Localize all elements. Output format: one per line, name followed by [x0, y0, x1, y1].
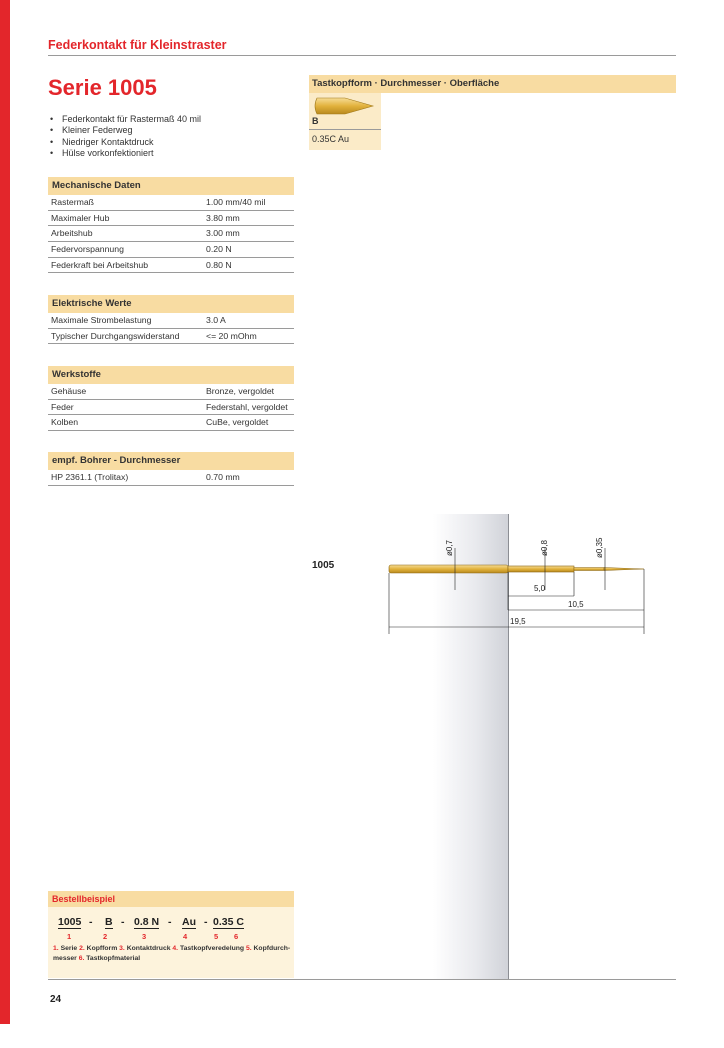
- row-value: CuBe, vergoldet: [206, 417, 269, 428]
- order-part-head: B: [105, 916, 113, 928]
- row-value: 3.0 A: [206, 315, 226, 325]
- legend-text: Kopfform: [86, 945, 118, 952]
- legend-text: Tastkopfveredelung: [179, 945, 245, 952]
- row-label: Federkraft bei Arbeitshub: [51, 259, 149, 270]
- order-separator: -: [89, 916, 93, 928]
- order-separator: -: [168, 916, 172, 928]
- row-value: 0.80 N: [206, 259, 232, 270]
- dim-l1: 5,0: [534, 584, 546, 593]
- order-number: 4: [183, 932, 188, 941]
- row-label: HP 2361.1 (Trolitax): [51, 472, 129, 482]
- legend-text: Kontaktdruck: [126, 945, 171, 952]
- legend-number: 2.: [79, 945, 85, 952]
- dim-d2: ø0,8: [540, 539, 549, 556]
- order-legend: [53, 944, 291, 964]
- feature-item: • Hülse vorkonfektioniert: [50, 148, 201, 159]
- row-value: 3.00 mm: [206, 228, 240, 239]
- row-value: <= 20 mOhm: [206, 330, 257, 341]
- probe-body: [389, 565, 644, 573]
- tip-shape-heading: Tastkopfform · Durchmesser · Oberfläche: [309, 75, 676, 93]
- row-label: Typischer Durchgangswiderstand: [51, 330, 180, 341]
- order-separator: -: [121, 916, 125, 928]
- order-example-box: [48, 891, 294, 978]
- order-example-heading: Bestellbeispiel: [48, 891, 294, 907]
- tip-shape-value: 0.35C Au: [312, 134, 350, 144]
- section-heading: Werkstoffe: [48, 366, 294, 384]
- order-part-plating: Au: [182, 916, 196, 928]
- table-row: [48, 211, 294, 227]
- order-number: 1: [67, 932, 72, 941]
- feature-item: • Federkontakt für Rastermaß 40 mil: [50, 114, 201, 125]
- legend-text: Serie: [60, 945, 78, 952]
- page-header-title: Federkontakt für Kleinstraster: [48, 38, 227, 52]
- order-number: 5: [214, 932, 219, 941]
- row-label: Arbeitshub: [51, 228, 93, 239]
- legend-number: 6.: [78, 955, 85, 962]
- legend-number: 5.: [245, 945, 252, 952]
- legend-number: 1.: [53, 945, 59, 952]
- header-divider: [48, 55, 676, 56]
- row-value: 3.80 mm: [206, 212, 240, 223]
- electrical-values-table: [48, 295, 294, 344]
- table-row: [48, 400, 294, 416]
- feature-list: [50, 114, 201, 159]
- row-value: 1.00 mm/40 mil: [206, 197, 266, 207]
- row-label: Federvorspannung: [51, 244, 124, 255]
- order-part-force: 0.8 N: [134, 916, 160, 928]
- tip-shape-label: B: [312, 116, 319, 126]
- table-row: [48, 329, 294, 345]
- section-heading: Elektrische Werte: [48, 295, 294, 313]
- legend-number: 4.: [172, 945, 179, 952]
- mechanical-data-table: [48, 177, 294, 273]
- page-number: 24: [50, 994, 62, 1005]
- row-label: Feder: [51, 401, 74, 412]
- dim-l3: 19,5: [510, 617, 526, 626]
- dim-d1: ø0,7: [445, 539, 454, 556]
- tip-shape-header-box: [309, 75, 676, 93]
- series-title: Serie 1005: [48, 75, 157, 100]
- drawing-label: 1005: [312, 560, 335, 571]
- section-heading: Mechanische Daten: [48, 177, 294, 195]
- legend-text: Tastkopfmaterial: [86, 955, 141, 962]
- row-value: Federstahl, vergoldet: [206, 401, 288, 412]
- table-row: [48, 415, 294, 431]
- tip-divider: [309, 129, 381, 130]
- row-label: Maximaler Hub: [51, 212, 110, 223]
- table-row: [48, 470, 294, 486]
- row-label: Gehäuse: [51, 386, 87, 396]
- table-row: [48, 258, 294, 274]
- row-label: Kolben: [51, 417, 79, 428]
- table-row: [48, 384, 294, 400]
- order-part-series: 1005: [58, 916, 82, 928]
- tip-b-icon: [309, 95, 381, 117]
- footer-divider: [48, 979, 676, 980]
- table-row: [48, 313, 294, 329]
- dim-l2: 10,5: [568, 600, 584, 609]
- section-heading: empf. Bohrer - Durchmesser: [48, 452, 294, 470]
- dim-d3: ø0,35: [595, 537, 604, 558]
- drill-table: [48, 452, 294, 486]
- feature-item: • Niedriger Kontaktdruck: [50, 137, 201, 148]
- probe-technical-drawing: [380, 520, 650, 640]
- red-side-bar: [0, 0, 10, 1024]
- order-number: 2: [103, 932, 108, 941]
- feature-item: • Kleiner Federweg: [50, 125, 201, 136]
- table-row: [48, 195, 294, 211]
- table-row: [48, 242, 294, 258]
- order-number: 6: [234, 932, 239, 941]
- order-part-tip: 0.35 C: [213, 916, 244, 928]
- row-value: 0.70 mm: [206, 472, 240, 482]
- row-value: Bronze, vergoldet: [206, 386, 275, 396]
- legend-number: 3.: [119, 945, 125, 952]
- table-row: [48, 226, 294, 242]
- materials-table: [48, 366, 294, 431]
- row-label: Rastermaß: [51, 197, 94, 207]
- legend-text: Kopfdurch-messer: [53, 945, 291, 962]
- order-separator: -: [204, 916, 208, 928]
- row-value: 0.20 N: [206, 244, 232, 255]
- row-label: Maximale Strombelastung: [51, 315, 152, 325]
- order-number: 3: [142, 932, 147, 941]
